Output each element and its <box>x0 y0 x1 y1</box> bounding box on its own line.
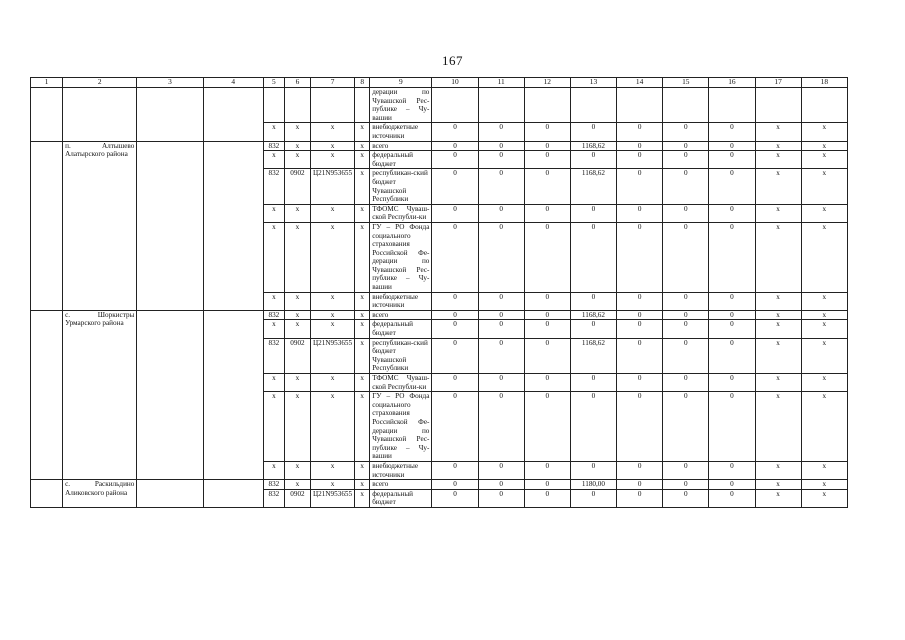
value-cell: 0 <box>524 292 570 310</box>
value-cell <box>709 88 755 123</box>
code-cell: 832 <box>263 489 284 507</box>
code-cell: х <box>310 222 354 292</box>
code-cell: х <box>263 151 284 169</box>
value-cell: 0 <box>709 461 755 479</box>
value-cell <box>570 88 616 123</box>
value-cell: х <box>755 169 801 204</box>
value-cell <box>755 88 801 123</box>
funding-source: внебюджетные источники <box>370 292 432 310</box>
value-cell: х <box>755 374 801 392</box>
value-cell: 0 <box>617 141 663 151</box>
code-cell: х <box>284 292 310 310</box>
code-cell: х <box>355 480 370 490</box>
code-cell: х <box>263 292 284 310</box>
value-cell: 0 <box>432 489 478 507</box>
value-cell: 1168,62 <box>570 169 616 204</box>
code-cell: х <box>355 310 370 320</box>
header-cell: 1 <box>31 78 63 88</box>
value-cell: 0 <box>478 320 524 338</box>
value-cell: 0 <box>709 310 755 320</box>
code-cell: х <box>310 141 354 151</box>
value-cell: 0 <box>478 292 524 310</box>
value-cell: 0 <box>524 374 570 392</box>
code-cell: х <box>310 310 354 320</box>
header-cell: 4 <box>203 78 263 88</box>
value-cell: х <box>801 461 847 479</box>
code-cell: 0902 <box>284 169 310 204</box>
value-cell: 0 <box>709 480 755 490</box>
funding-source: всего <box>370 480 432 490</box>
code-cell: х <box>263 320 284 338</box>
value-cell: х <box>801 374 847 392</box>
locality-cell-1 <box>31 310 63 479</box>
funding-source: республикан-ский бюджет Чувашской Республики <box>370 169 432 204</box>
value-cell: 0 <box>663 338 709 373</box>
code-cell: х <box>284 374 310 392</box>
header-row <box>31 78 848 88</box>
value-cell: 0 <box>478 489 524 507</box>
value-cell: 0 <box>663 204 709 222</box>
value-cell: 0 <box>570 123 616 141</box>
header-cell: 7 <box>310 78 354 88</box>
value-cell: 0 <box>663 123 709 141</box>
locality-cell-1 <box>31 88 63 142</box>
value-cell: 1168,62 <box>570 338 616 373</box>
value-cell <box>801 88 847 123</box>
code-cell: х <box>263 461 284 479</box>
value-cell: 0 <box>478 392 524 462</box>
value-cell: 0 <box>478 151 524 169</box>
code-cell: х <box>355 489 370 507</box>
code-cell: х <box>310 461 354 479</box>
value-cell: 0 <box>663 480 709 490</box>
value-cell: 0 <box>478 204 524 222</box>
code-cell: х <box>284 392 310 462</box>
funding-source: федеральный бюджет <box>370 320 432 338</box>
value-cell: х <box>755 461 801 479</box>
value-cell: х <box>755 310 801 320</box>
value-cell: 0 <box>617 292 663 310</box>
value-cell: 0 <box>570 204 616 222</box>
code-cell: х <box>310 151 354 169</box>
value-cell: 0 <box>709 338 755 373</box>
value-cell: 0 <box>432 204 478 222</box>
funding-source: ТФОМС Чуваш-ской Республи-ки <box>370 374 432 392</box>
funding-source: всего <box>370 141 432 151</box>
code-cell: х <box>310 374 354 392</box>
value-cell: 0 <box>570 489 616 507</box>
funding-source: ТФОМС Чуваш-ской Республи-ки <box>370 204 432 222</box>
code-cell: 832 <box>263 169 284 204</box>
code-cell: х <box>310 320 354 338</box>
value-cell: 0 <box>663 151 709 169</box>
value-cell: 0 <box>617 338 663 373</box>
value-cell: 0 <box>709 123 755 141</box>
value-cell: 0 <box>663 320 709 338</box>
empty-cell-4 <box>203 310 263 479</box>
empty-cell-3 <box>137 480 203 508</box>
code-cell: х <box>355 169 370 204</box>
budget-table <box>30 77 848 508</box>
header-cell: 3 <box>137 78 203 88</box>
value-cell: 1168,62 <box>570 310 616 320</box>
value-cell: 0 <box>524 123 570 141</box>
code-cell: х <box>263 204 284 222</box>
code-cell <box>355 88 370 123</box>
value-cell <box>617 88 663 123</box>
code-cell: х <box>355 320 370 338</box>
header-cell: 17 <box>755 78 801 88</box>
code-cell: х <box>310 392 354 462</box>
empty-cell-4 <box>203 480 263 508</box>
value-cell: х <box>801 151 847 169</box>
value-cell: 0 <box>663 292 709 310</box>
header-cell: 11 <box>478 78 524 88</box>
value-cell: 0 <box>524 480 570 490</box>
code-cell <box>263 88 284 123</box>
code-cell: х <box>355 392 370 462</box>
code-cell: х <box>263 222 284 292</box>
value-cell: 0 <box>663 392 709 462</box>
code-cell: х <box>284 461 310 479</box>
value-cell: 0 <box>570 222 616 292</box>
value-cell: 0 <box>617 374 663 392</box>
funding-source: дерации по Чувашской Рес-публике – Чу-вашии <box>370 88 432 123</box>
value-cell: 0 <box>709 292 755 310</box>
value-cell: 0 <box>570 374 616 392</box>
code-cell: 0902 <box>284 489 310 507</box>
value-cell: 0 <box>432 374 478 392</box>
value-cell <box>663 88 709 123</box>
value-cell: 0 <box>570 151 616 169</box>
funding-source: внебюджетные источники <box>370 461 432 479</box>
code-cell: х <box>284 151 310 169</box>
value-cell: 0 <box>432 292 478 310</box>
code-cell: х <box>284 204 310 222</box>
value-cell: 0 <box>432 392 478 462</box>
value-cell: 0 <box>432 461 478 479</box>
value-cell: 0 <box>524 489 570 507</box>
value-cell: 0 <box>570 392 616 462</box>
funding-source: ГУ – РО Фонда социального страхования Российской Фе-дерации по Чувашской Рес-публике – Чу-вашии <box>370 392 432 462</box>
table-row <box>31 141 848 151</box>
code-cell: х <box>355 151 370 169</box>
empty-cell-3 <box>137 88 203 142</box>
value-cell: 0 <box>432 480 478 490</box>
empty-cell-4 <box>203 88 263 142</box>
table-row <box>31 88 848 123</box>
value-cell: х <box>801 292 847 310</box>
header-cell: 8 <box>355 78 370 88</box>
code-cell: х <box>263 123 284 141</box>
value-cell: 0 <box>478 338 524 373</box>
code-cell: х <box>284 123 310 141</box>
code-cell: х <box>355 374 370 392</box>
code-cell: х <box>355 141 370 151</box>
code-cell: х <box>284 141 310 151</box>
code-cell: х <box>310 204 354 222</box>
value-cell: х <box>755 204 801 222</box>
value-cell: х <box>801 392 847 462</box>
value-cell <box>432 88 478 123</box>
value-cell: 0 <box>617 123 663 141</box>
funding-source: ГУ – РО Фонда социального страхования Российской Фе-дерации по Чувашской Рес-публике – Чу-вашии <box>370 222 432 292</box>
code-cell: 832 <box>263 141 284 151</box>
code-cell: х <box>310 123 354 141</box>
value-cell: х <box>801 123 847 141</box>
value-cell: х <box>801 310 847 320</box>
value-cell: 0 <box>709 169 755 204</box>
value-cell: 0 <box>709 392 755 462</box>
code-cell: х <box>284 310 310 320</box>
value-cell: 0 <box>663 141 709 151</box>
code-cell: х <box>284 320 310 338</box>
header-cell: 9 <box>370 78 432 88</box>
value-cell <box>478 88 524 123</box>
code-cell: 832 <box>263 480 284 490</box>
value-cell: 0 <box>432 320 478 338</box>
value-cell: х <box>755 222 801 292</box>
value-cell: х <box>801 222 847 292</box>
value-cell: 0 <box>524 461 570 479</box>
value-cell: 0 <box>524 310 570 320</box>
value-cell: 0 <box>709 151 755 169</box>
table-row <box>31 310 848 320</box>
value-cell <box>524 88 570 123</box>
header-cell: 18 <box>801 78 847 88</box>
value-cell: х <box>801 338 847 373</box>
code-cell: Ц21N953655 <box>310 169 354 204</box>
header-cell: 15 <box>663 78 709 88</box>
value-cell: 0 <box>432 310 478 320</box>
header-cell: 12 <box>524 78 570 88</box>
value-cell: 0 <box>709 374 755 392</box>
value-cell: 0 <box>617 392 663 462</box>
value-cell: х <box>801 480 847 490</box>
value-cell: 0 <box>432 222 478 292</box>
value-cell: 0 <box>663 489 709 507</box>
value-cell: 0 <box>478 480 524 490</box>
value-cell: 0 <box>524 141 570 151</box>
page-number: 167 <box>442 53 463 68</box>
code-cell <box>310 88 354 123</box>
code-cell: 832 <box>263 338 284 373</box>
value-cell: 1180,00 <box>570 480 616 490</box>
value-cell: 1168,62 <box>570 141 616 151</box>
code-cell: х <box>355 338 370 373</box>
locality-cell-1 <box>31 480 63 508</box>
value-cell: х <box>755 489 801 507</box>
funding-source: федеральный бюджет <box>370 151 432 169</box>
locality-name: с. Шоркистры Урмарского района <box>63 310 137 479</box>
header-cell: 6 <box>284 78 310 88</box>
value-cell: 0 <box>478 461 524 479</box>
code-cell: х <box>355 123 370 141</box>
value-cell: 0 <box>478 141 524 151</box>
value-cell: 0 <box>570 461 616 479</box>
value-cell: х <box>755 292 801 310</box>
value-cell: 0 <box>709 489 755 507</box>
locality-name <box>63 88 137 142</box>
value-cell: х <box>801 320 847 338</box>
value-cell: х <box>755 151 801 169</box>
funding-source: республикан-ский бюджет Чувашской Республики <box>370 338 432 373</box>
value-cell: 0 <box>617 320 663 338</box>
code-cell: х <box>355 204 370 222</box>
code-cell: х <box>263 374 284 392</box>
value-cell: 0 <box>709 141 755 151</box>
code-cell: 832 <box>263 310 284 320</box>
value-cell: 0 <box>524 222 570 292</box>
code-cell: 0902 <box>284 338 310 373</box>
value-cell: 0 <box>478 310 524 320</box>
header-cell: 13 <box>570 78 616 88</box>
value-cell: 0 <box>432 169 478 204</box>
value-cell: 0 <box>663 222 709 292</box>
table-body <box>31 78 848 508</box>
code-cell: х <box>310 292 354 310</box>
value-cell: 0 <box>617 310 663 320</box>
value-cell: 0 <box>617 151 663 169</box>
code-cell: х <box>284 222 310 292</box>
value-cell: 0 <box>478 374 524 392</box>
header-cell: 2 <box>63 78 137 88</box>
value-cell: х <box>801 141 847 151</box>
code-cell: х <box>355 292 370 310</box>
value-cell: 0 <box>663 169 709 204</box>
header-cell: 5 <box>263 78 284 88</box>
code-cell: х <box>355 222 370 292</box>
code-cell: Ц21N953655 <box>310 338 354 373</box>
funding-source: внебюджетные источники <box>370 123 432 141</box>
value-cell: 0 <box>524 320 570 338</box>
value-cell: 0 <box>617 222 663 292</box>
value-cell: 0 <box>617 480 663 490</box>
empty-cell-4 <box>203 141 263 310</box>
value-cell: 0 <box>524 338 570 373</box>
value-cell: 0 <box>663 310 709 320</box>
value-cell: 0 <box>432 141 478 151</box>
value-cell: 0 <box>524 204 570 222</box>
value-cell: 0 <box>709 222 755 292</box>
code-cell: х <box>310 480 354 490</box>
code-cell: х <box>263 392 284 462</box>
header-cell: 14 <box>617 78 663 88</box>
value-cell: 0 <box>617 489 663 507</box>
value-cell: 0 <box>478 169 524 204</box>
value-cell: 0 <box>663 461 709 479</box>
value-cell: 0 <box>478 222 524 292</box>
empty-cell-3 <box>137 310 203 479</box>
value-cell: 0 <box>617 169 663 204</box>
value-cell: х <box>755 480 801 490</box>
value-cell: 0 <box>663 374 709 392</box>
value-cell: х <box>801 489 847 507</box>
empty-cell-3 <box>137 141 203 310</box>
value-cell: 0 <box>432 338 478 373</box>
funding-source: федеральный бюджет <box>370 489 432 507</box>
value-cell: х <box>755 338 801 373</box>
value-cell: 0 <box>432 151 478 169</box>
value-cell: 0 <box>432 123 478 141</box>
code-cell <box>284 88 310 123</box>
locality-name: п. Алтышево Алатырского района <box>63 141 137 310</box>
value-cell: 0 <box>709 320 755 338</box>
value-cell: х <box>755 320 801 338</box>
value-cell: 0 <box>524 151 570 169</box>
value-cell: х <box>755 123 801 141</box>
value-cell: 0 <box>570 292 616 310</box>
funding-source: всего <box>370 310 432 320</box>
value-cell: х <box>801 169 847 204</box>
locality-cell-1 <box>31 141 63 310</box>
header-cell: 16 <box>709 78 755 88</box>
value-cell: 0 <box>617 461 663 479</box>
value-cell: 0 <box>617 204 663 222</box>
value-cell: х <box>801 204 847 222</box>
header-cell: 10 <box>432 78 478 88</box>
value-cell: 0 <box>524 392 570 462</box>
value-cell: 0 <box>478 123 524 141</box>
value-cell: х <box>755 392 801 462</box>
value-cell: 0 <box>570 320 616 338</box>
value-cell: 0 <box>709 204 755 222</box>
value-cell: 0 <box>524 169 570 204</box>
code-cell: Ц21N953655 <box>310 489 354 507</box>
table-row <box>31 480 848 490</box>
code-cell: х <box>355 461 370 479</box>
code-cell: х <box>284 480 310 490</box>
locality-name: с. Раскильдино Аликовского района <box>63 480 137 508</box>
value-cell: х <box>755 141 801 151</box>
